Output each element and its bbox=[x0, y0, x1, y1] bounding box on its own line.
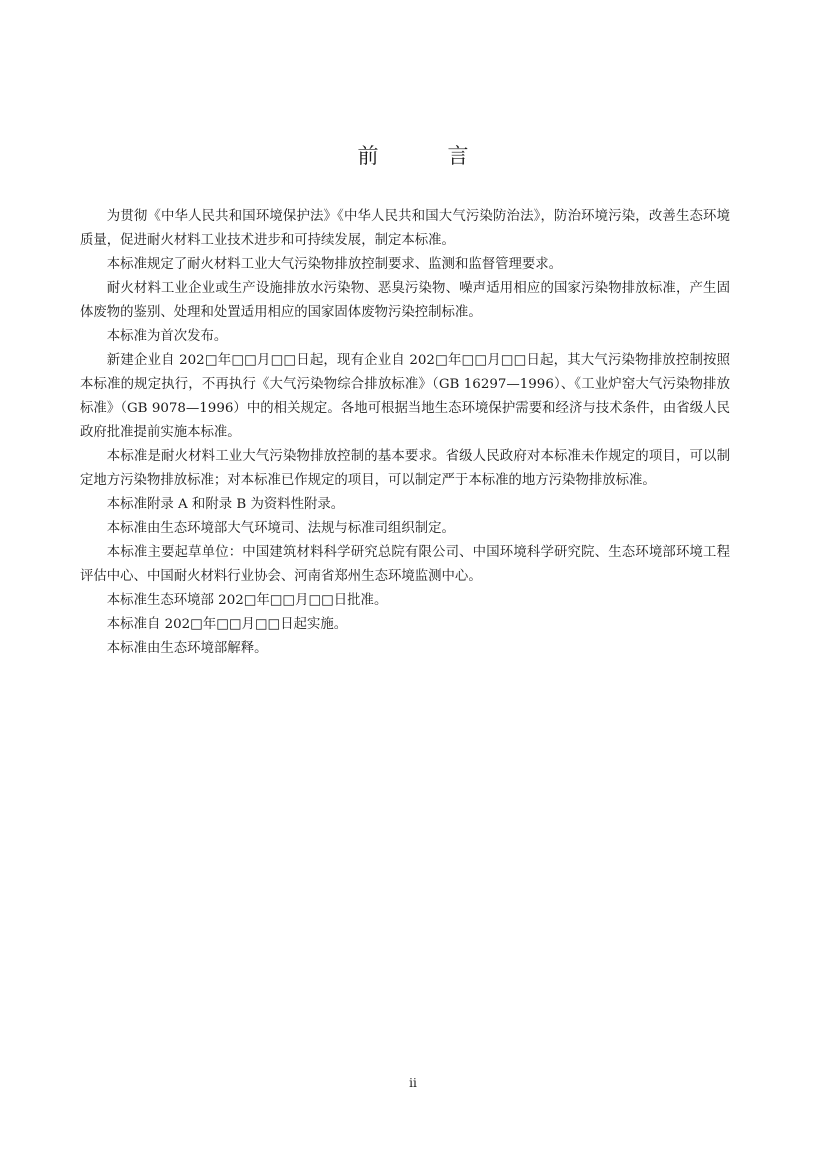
paragraph-other-pollutants: 耐火材料工业企业或生产设施排放水污染物、恶臭污染物、噪声适用相应的国家污染物排放标准，产生固体废物的鉴别、处理和处置适用相应的国家固体废物污染控制标准。 bbox=[80, 281, 730, 320]
paragraph-approval: 本标准生态环境部 202□年□□月□□日批准。 bbox=[106, 593, 388, 608]
paragraph-effective-dates: 新建企业自 202□年□□月□□日起，现有企业自 202□年□□月□□日起，其大气污染物排放控制按照本标准的规定执行，不再执行《大气污染物综合排放标准》（GB 16297—1996）、《工业炉窑大气污染物排放标准》（GB 9078—1996）中的相关规定。各地可根据当地生态环境保护需要和经济与技术条件，由省级人民政府批准提前实施本标准。 bbox=[80, 353, 730, 440]
paragraph-first-release: 本标准为首次发布。 bbox=[106, 329, 228, 344]
paragraph-implementation: 本标准自 202□年□□月□□日起实施。 bbox=[106, 617, 348, 632]
paragraph-basic-requirements: 本标准是耐火材料工业大气污染物排放控制的基本要求。省级人民政府对本标准未作规定的项目，可以制定地方污染物排放标准；对本标准已作规定的项目，可以制定严于本标准的地方污染物排放标准。 bbox=[80, 449, 730, 488]
paragraph-scope: 本标准规定了耐火材料工业大气污染物排放控制要求、监测和监督管理要求。 bbox=[106, 257, 563, 272]
paragraph-purpose: 为贯彻《中华人民共和国环境保护法》《中华人民共和国大气污染防治法》，防治环境污染，改善生态环境质量，促进耐火材料工业技术进步和可持续发展，制定本标准。 bbox=[80, 209, 730, 248]
paragraph-organizer: 本标准由生态环境部大气环境司、法规与标准司组织制定。 bbox=[106, 521, 455, 536]
paragraph-interpretation: 本标准由生态环境部解释。 bbox=[106, 641, 268, 656]
foreword-body bbox=[80, 205, 730, 661]
paragraph-drafting-units: 本标准主要起草单位：中国建筑材料科学研究总院有限公司、中国环境科学研究院、生态环境部环境工程评估中心、中国耐火材料行业协会、河南省郑州生态环境监测中心。 bbox=[80, 545, 730, 584]
paragraph-appendices: 本标准附录 A 和附录 B 为资料性附录。 bbox=[106, 497, 345, 512]
page-title: 前 言 bbox=[357, 144, 493, 168]
page-number: ii bbox=[409, 1076, 417, 1090]
